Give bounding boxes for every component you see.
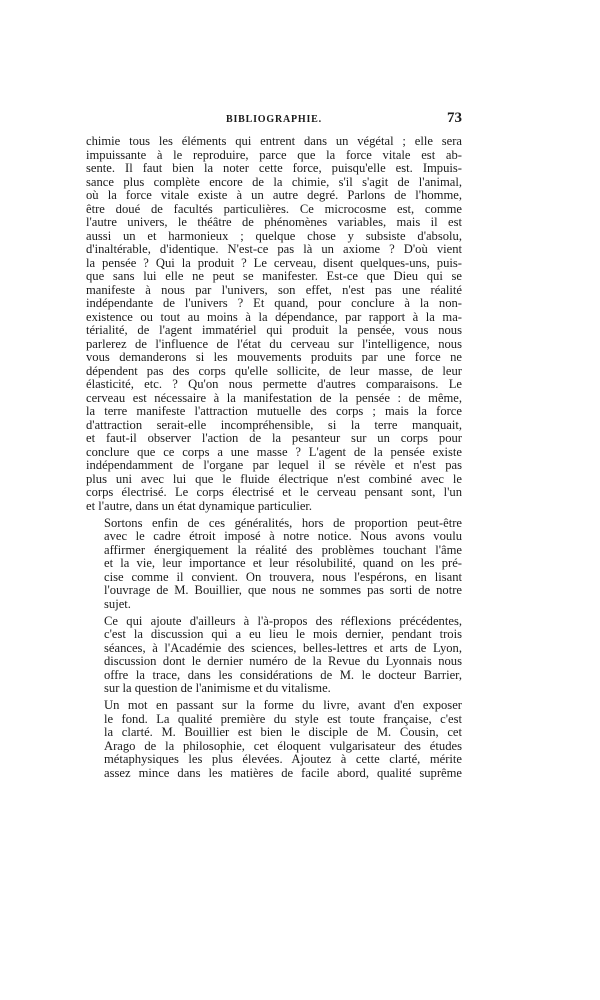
text-line: d'attraction serait-elle incompréhensible, si la terre manquait, (86, 417, 462, 432)
text-line: c'est la discussion qui a eu lieu le mois dernier, pendant trois (104, 627, 462, 642)
text-line: sur la question de l'animisme et du vitalisme. (104, 681, 331, 696)
text-line: que sans lui elle ne peut se manifester. Est-ce que Dieu qui se (86, 269, 462, 283)
text-line: indépendante de l'univers ? Et quand, pour conclure à la non- (86, 296, 462, 310)
text-line: Sortons enfin de ces généralités, hors de proportion peut-être (104, 515, 462, 530)
text-line: sance plus complète encore de la chimie, s'il s'agit de l'animal, (86, 174, 462, 189)
text-line: Ce qui ajoute d'ailleurs à l'à-propos des réflexions précédentes, (104, 613, 462, 628)
text-line: corps électrisé. Le corps électrisé et le cerveau pensant sont, l'un (86, 485, 462, 499)
text-line: élasticité, etc. ? Qu'on nous permette d'autres comparaisons. Le (86, 377, 462, 391)
text-line: conclure que ce corps a une masse ? L'agent de la pensée existe (86, 444, 462, 459)
paragraph (86, 517, 462, 612)
text-line: l'ouvrage de M. Bouillier, que nous ne sommes pas sorti de notre (104, 583, 462, 598)
text-line: d'inaltérable, d'identique. N'est-ce pas là un axiome ? D'où vient (86, 242, 462, 256)
text-line: la terre manifeste l'attraction mutuelle des corps ; mais la force (86, 404, 462, 418)
body-text (86, 135, 462, 780)
text-line: plus uni avec lui que le fluide électrique n'est combiné avec le (86, 471, 462, 486)
text-line: métaphysiques les plus élevées. Ajoutez à cette clarté, mérite (104, 752, 462, 767)
text-line: discussion dont le dernier numéro de la Revue du Lyonnais nous (104, 654, 462, 669)
page-number: 73 (447, 110, 462, 126)
text-line: la pensée ? Qui la produit ? Le cerveau, disent quelques-uns, puis- (86, 255, 462, 270)
text-line: l'autre univers, le théâtre de phénomènes variables, mais il est (86, 215, 462, 229)
paragraph (86, 135, 462, 513)
text-line: sente. Il faut bien la noter cette force, puisqu'elle est. Impuis- (86, 161, 462, 175)
text-line: la clarté. M. Bouillier est bien le disciple de M. Cousin, cet (104, 725, 462, 740)
text-line: et l'autre, dans un état dynamique particulier. (86, 498, 313, 513)
page-header (86, 110, 462, 134)
running-title: BIBLIOGRAPHIE. (226, 114, 322, 125)
text-line: assez mince dans les matières de facile abord, qualité suprême (104, 765, 462, 780)
text-line: indépendamment de l'organe par lequel il se révèle et n'est pas (86, 458, 462, 472)
text-line: être doué de facultés particulières. Ce microcosme est, comme (86, 201, 462, 216)
text-line: Un mot en passant sur la forme du livre, avant d'en exposer (104, 698, 462, 713)
text-line: manifeste à nous par l'univers, son effet, n'est pas une réalité (86, 282, 462, 297)
text-line: Arago de la philosophie, cet éloquent vulgarisateur des études (104, 738, 462, 753)
text-line: séances, à l'Académie des sciences, belles-lettres et arts de Lyon, (104, 640, 462, 655)
text-line: chimie tous les éléments qui entrent dans un végétal ; elle sera (86, 134, 462, 148)
text-line: parlerez de l'influence de l'état du cerveau sur l'intelligence, nous (86, 336, 462, 351)
text-line: où la force vitale existe à un autre degré. Parlons de l'homme, (86, 188, 462, 202)
text-line: térialité, de l'agent immatériel qui produit la pensée, vous nous (86, 323, 462, 337)
text-line: et la vie, leur importance et leur résolubilité, quand on les pré- (104, 556, 462, 571)
paragraph (86, 615, 462, 696)
text-line: offre la trace, dans les considérations de M. le docteur Barrier, (104, 667, 462, 682)
text-line: le fond. La qualité première du style est toute française, c'est (104, 711, 462, 726)
text-line: impuissante à le reproduire, parce que la force vitale est ab- (86, 147, 462, 162)
paragraph (86, 699, 462, 780)
text-line: existence ou tout au moins à la dépendance, par rapport à la ma- (86, 309, 462, 324)
text-line: avec le cadre étroit imposé à notre notice. Nous avons voulu (104, 529, 462, 544)
text-line: et faut-il observer l'action de la pesanteur sur un corps pour (86, 431, 462, 445)
text-line: vous demanderons si les mouvements produits par une force ne (86, 350, 462, 364)
text-line: aussi un et harmonieux ; quelque chose y subsiste d'absolu, (86, 228, 462, 243)
text-line: cerveau est nécessaire à la manifestation de la pensée : de même, (86, 390, 462, 405)
text-line: affirmer énergiquement la réalité des problèmes touchant l'âme (104, 542, 462, 557)
text-line: cise comme il convient. On trouvera, nous l'espérons, en lisant (104, 569, 462, 584)
text-line: dépendent pas des corps qu'elle sollicite, de leur masse, de leur (86, 363, 462, 378)
text-line: sujet. (104, 596, 131, 611)
